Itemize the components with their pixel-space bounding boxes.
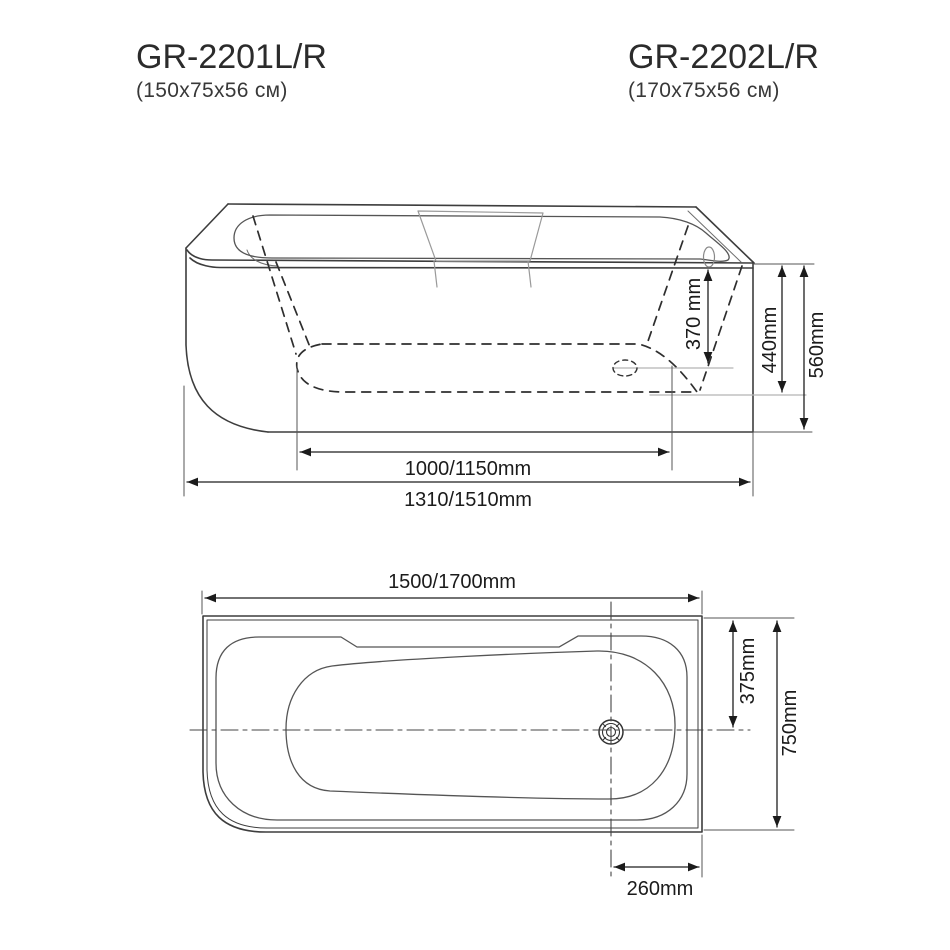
model-size: (170x75x56 см) [628, 78, 780, 102]
model-size: (150x75x56 см) [136, 78, 288, 102]
top-view-drawing [190, 571, 801, 900]
top-view-dimension-lines [205, 598, 777, 867]
model-title-block-1 [136, 40, 327, 103]
dim-label-1310-1510: 1310/1510mm [404, 489, 532, 511]
centerlines [190, 602, 750, 877]
dim-label-260: 260mm [626, 878, 694, 900]
top-view-extension-lines [202, 591, 794, 877]
model-name: GR-2201L/R [136, 38, 327, 76]
side-view-drawing [184, 204, 828, 511]
overflow-hole [704, 247, 715, 267]
dim-label-375: 375mm [737, 637, 759, 705]
dim-label-560: 560mm [806, 311, 828, 379]
top-view-outer-rim [203, 616, 702, 832]
dim-label-1500-1700: 1500/1700mm [388, 571, 516, 593]
model-title-block-2 [628, 40, 819, 103]
dim-label-1000-1150: 1000/1150mm [404, 458, 532, 480]
basin-bottom-hidden-lines [253, 216, 742, 392]
side-view-inner-opening [234, 215, 729, 261]
dim-label-440: 440mm [759, 306, 781, 374]
side-view-outer-shell [186, 204, 754, 432]
model-name: GR-2202L/R [628, 38, 819, 76]
headrest-outline [418, 211, 543, 287]
dim-label-370: 370 mm [683, 277, 705, 351]
dim-label-750: 750mm [779, 689, 801, 757]
